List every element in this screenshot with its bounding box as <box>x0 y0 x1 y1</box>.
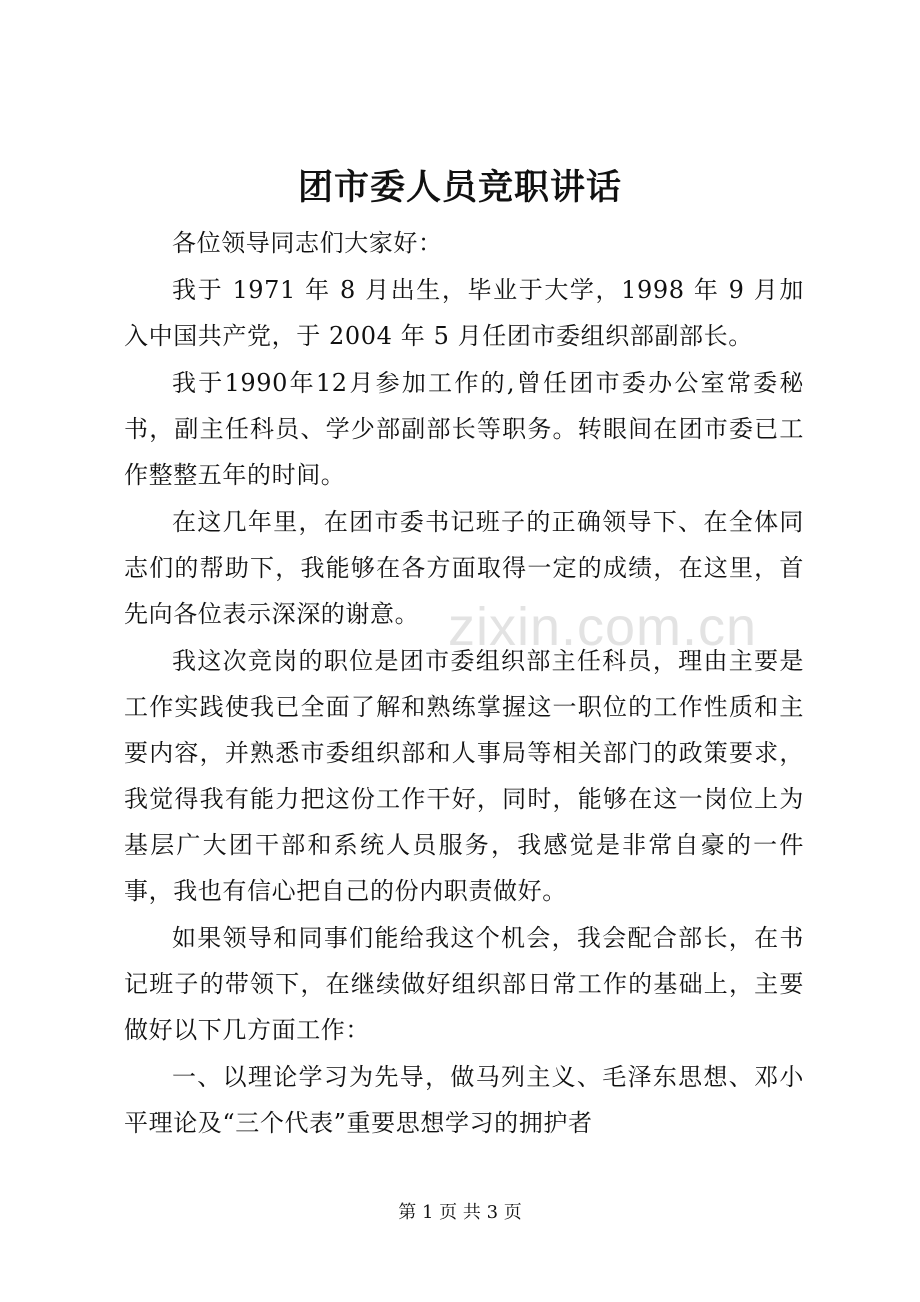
paragraph-work-history: 我于1990年12月参加工作的,曾任团市委办公室常委秘书，副主任科员、学少部副部长等职务。转眼间在团市委已工作整整五年的时间。 <box>124 369 804 489</box>
document-body <box>124 220 804 1147</box>
watermark-text: zixin.com.cn <box>448 597 758 657</box>
document-title: 团市委人员竞职讲话 <box>297 167 622 208</box>
paragraph-plan-intro: 如果领导和同事们能给我这个机会，我会配合部长，在书记班子的带领下，在继续做好组织部日常工作的基础上，主要做好以下几方面工作： <box>124 924 804 1044</box>
paragraph-thanks: 在这几年里，在团市委书记班子的正确领导下、在全体同志们的帮助下，我能够在各方面取得一定的成绩，在这里，首先向各位表示深深的谢意。 <box>124 508 804 628</box>
page-footer: 第 1 页 共 3 页 <box>398 1202 522 1223</box>
paragraph-birth-info: 我于 1971 年 8 月出生，毕业于大学，1998 年 9 月加入中国共产党，于 2004 年 5 月任团市委组织部副部长。 <box>124 276 804 350</box>
paragraph-position-reason: 我这次竞岗的职位是团市委组织部主任科员，理由主要是工作实践使我已全面了解和熟练掌握这一职位的工作性质和主要内容，并熟悉市委组织部和人事局等相关部门的政策要求，我觉得我有能力把这份工作干好，同时，能够在这一岗位上为基层广大团干部和系统人员服务，我感觉是非常自豪的一件事，我也有信心把自己的份内职责做好。 <box>124 647 804 905</box>
paragraph-greeting: 各位领导同志们大家好： <box>172 229 443 257</box>
paragraph-point-one: 一、以理论学习为先导，做马列主义、毛泽东思想、邓小平理论及“三个代表”重要思想学习的拥护者 <box>124 1063 804 1137</box>
